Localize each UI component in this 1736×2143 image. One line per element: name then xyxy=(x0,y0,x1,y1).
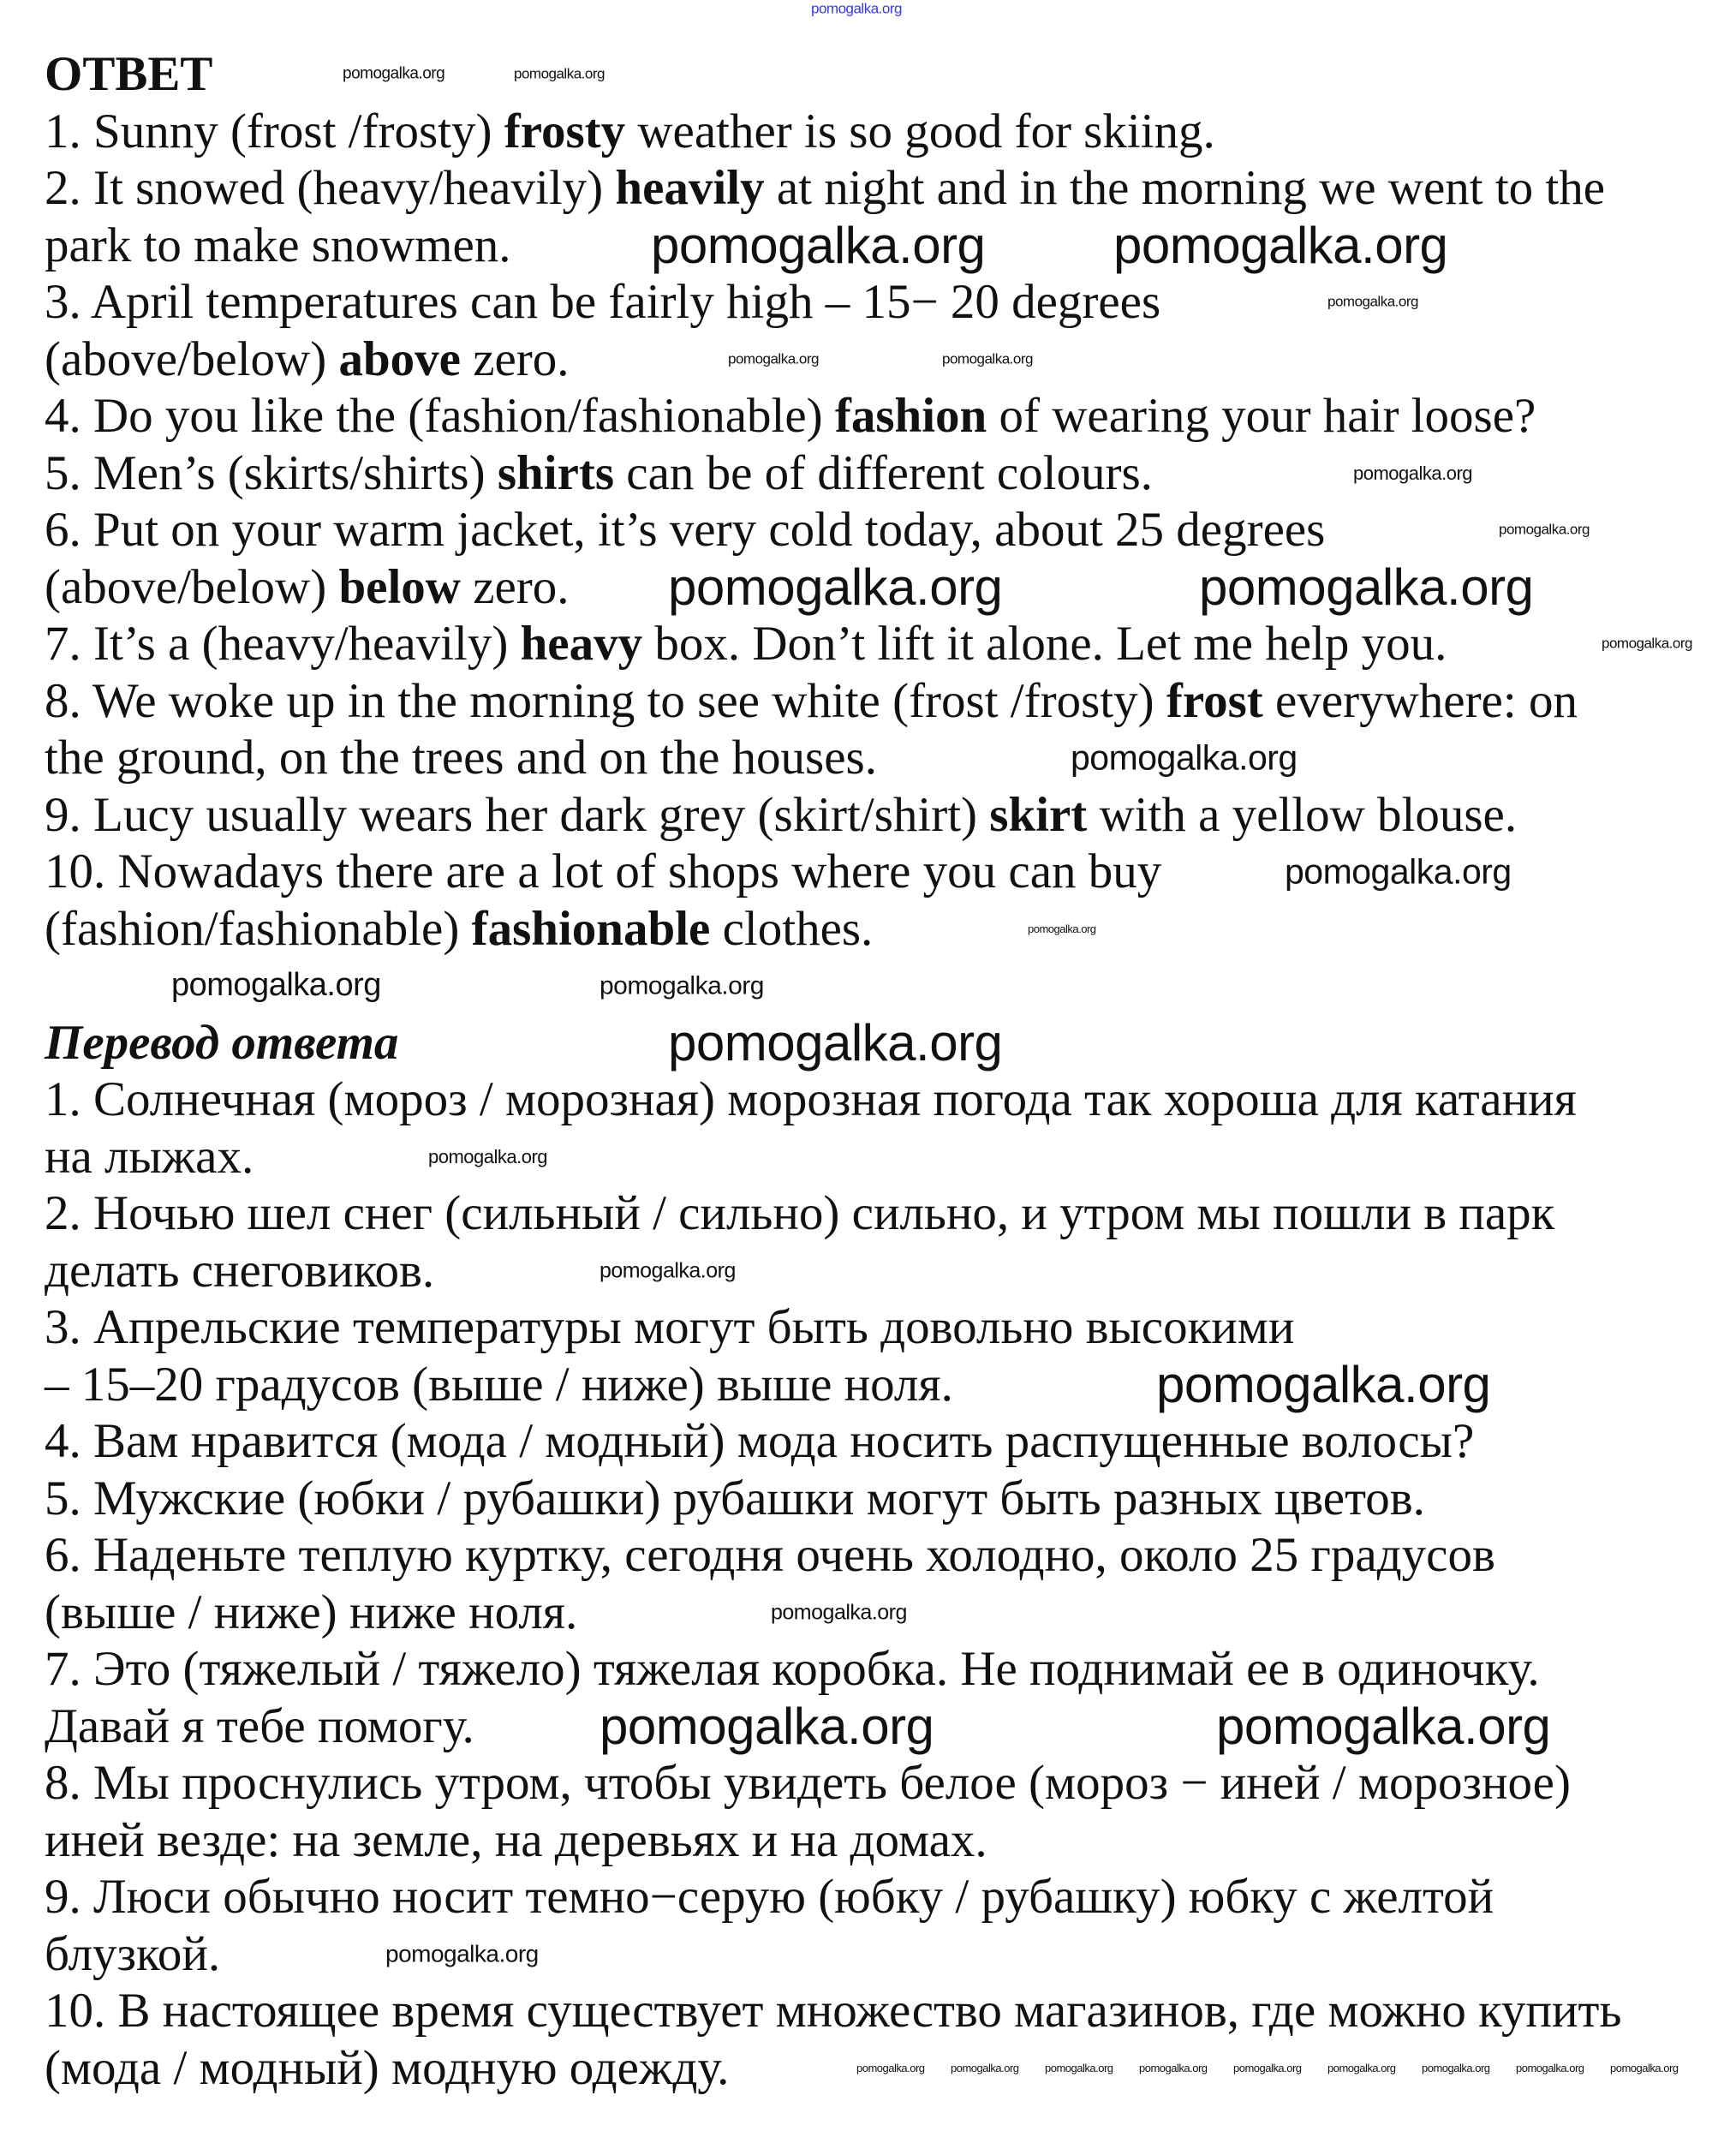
answer-text: park to make snowmen. xyxy=(45,218,511,272)
translation-line: 5. Мужские (юбки / рубашки) рубашки могут быть разных цветов. xyxy=(45,1471,1425,1525)
watermark: pomogalka.org xyxy=(1071,737,1298,778)
translation-line: 2. Ночью шел снег (сильный / сильно) сильно, и утром мы пошли в парк xyxy=(45,1186,1555,1240)
answer-text: zero. xyxy=(460,559,570,614)
answer-text: weather is so good for skiing. xyxy=(625,104,1215,158)
watermark: pomogalka.org xyxy=(1327,293,1418,310)
translation-line: 10. В настоящее время существует множество магазинов, где можно купить xyxy=(45,1984,1622,2038)
watermark: pomogalka.org xyxy=(1422,2061,1490,2074)
answer-text: 2. It snowed (heavy/heavily) xyxy=(45,161,616,215)
answer-text: 3. April temperatures can be fairly high – 15− 20 degrees xyxy=(45,275,1161,329)
translation-line: – 15–20 градусов (выше / ниже) выше ноля. xyxy=(45,1357,953,1412)
answer-text: of wearing your hair loose? xyxy=(987,389,1536,443)
answer-heading: ОТВЕТ xyxy=(45,47,213,101)
answer-text: clothes. xyxy=(710,901,874,956)
answer-text: 7. It’s a (heavy/heavily) xyxy=(45,617,521,671)
watermark: pomogalka.org xyxy=(1113,216,1448,274)
answer-line xyxy=(45,104,1621,161)
answer-line xyxy=(45,787,1621,845)
translation-line: 3. Апрельские температуры могут быть довольно высокими xyxy=(45,1300,1295,1354)
watermark: pomogalka.org xyxy=(600,1257,736,1282)
watermark: pomogalka.org xyxy=(1516,2061,1584,2074)
watermark: pomogalka.org xyxy=(428,1145,548,1167)
translation-line: 9. Люси обычно носит темно−серую (юбку / рубашку) юбку с желтой xyxy=(45,1870,1494,1924)
answer-text: zero. xyxy=(460,331,570,386)
answer-word: skirt xyxy=(989,787,1088,842)
watermark: pomogalka.org xyxy=(651,216,986,274)
answer-line xyxy=(45,331,1621,389)
answer-line xyxy=(45,388,1621,445)
answer-line xyxy=(45,730,1621,787)
answer-text: the ground, on the trees and on the houses. xyxy=(45,731,877,785)
watermark: pomogalka.org xyxy=(600,971,764,1000)
translation-list xyxy=(45,1072,1621,2097)
translation-line: 4. Вам нравится (мода / модный) мода носить распущенные волосы? xyxy=(45,1414,1475,1468)
watermark: pomogalka.org xyxy=(343,64,445,83)
watermark: pomogalka.org xyxy=(514,65,605,82)
answer-word: frost xyxy=(1166,673,1263,728)
watermark: pomogalka.org xyxy=(1610,2061,1679,2074)
watermark: pomogalka.org xyxy=(728,350,819,367)
answer-line xyxy=(45,616,1621,673)
answer-text: (above/below) xyxy=(45,559,339,614)
answer-word: frosty xyxy=(504,104,626,158)
document-body xyxy=(45,46,1621,2097)
translation-line: на лыжах. xyxy=(45,1129,254,1184)
watermark: pomogalka.org xyxy=(1499,521,1590,538)
translation-line: 6. Наденьте теплую куртку, сегодня очень холодно, около 25 градусов xyxy=(45,1528,1495,1582)
translation-heading: Перевод ответа xyxy=(45,1015,399,1070)
watermark: pomogalka.org xyxy=(942,350,1033,367)
answer-text: 8. We woke up in the morning to see white (frost /frosty) xyxy=(45,673,1166,728)
watermark: pomogalka.org xyxy=(668,1013,1003,1072)
answer-text: 6. Put on your warm jacket, it’s very cold today, about 25 degrees xyxy=(45,503,1326,557)
watermark: pomogalka.org xyxy=(1156,1355,1491,1413)
translation-line: 1. Солнечная (мороз / морозная) морозная погода так хороша для катания xyxy=(45,1072,1577,1126)
answer-text: 9. Lucy usually wears her dark grey (skirt/shirt) xyxy=(45,787,990,842)
answer-text: 10. Nowadays there are a lot of shops where you can buy xyxy=(45,845,1162,898)
answer-word: fashionable xyxy=(471,901,711,956)
answer-text: 1. Sunny (frost /frosty) xyxy=(45,104,504,158)
translation-line: 7. Это (тяжелый / тяжело) тяжелая коробка. Не поднимай ее в одиночку. xyxy=(45,1642,1540,1696)
watermark: pomogalka.org xyxy=(1233,2061,1302,2074)
watermark: pomogalka.org xyxy=(385,1940,539,1967)
watermark: pomogalka.org xyxy=(951,2061,1019,2074)
watermark: pomogalka.org xyxy=(1139,2061,1208,2074)
translation-line: 8. Мы проснулись утром, чтобы увидеть белое (мороз − иней / морозное) xyxy=(45,1756,1571,1810)
watermark: pomogalka.org xyxy=(1028,922,1096,935)
translation-line: (выше / ниже) ниже ноля. xyxy=(45,1585,578,1639)
watermark: pomogalka.org xyxy=(1327,2061,1396,2074)
answer-text: 4. Do you like the (fashion/fashionable) xyxy=(45,389,835,443)
answer-text: (above/below) xyxy=(45,331,339,386)
answer-text: can be of different colours. xyxy=(614,445,1153,500)
watermark: pomogalka.org xyxy=(856,2061,925,2074)
watermark: pomogalka.org xyxy=(171,967,381,1004)
answer-line xyxy=(45,502,1621,559)
answer-word: heavily xyxy=(615,161,765,215)
translation-line: (мода / модный) модную одежду. xyxy=(45,2040,730,2095)
translation-line: блузкой. xyxy=(45,1926,221,1981)
answer-word: below xyxy=(338,559,461,614)
watermark: pomogalka.org xyxy=(1602,635,1692,652)
answer-word: fashion xyxy=(834,389,987,443)
watermark: pomogalka.org xyxy=(1045,2061,1113,2074)
watermark: pomogalka.org xyxy=(1285,851,1512,892)
watermark: pomogalka.org xyxy=(1353,462,1473,484)
answer-line xyxy=(45,901,1621,958)
watermark: pomogalka.org xyxy=(668,558,1003,616)
watermark: pomogalka.org xyxy=(1216,1697,1551,1755)
answer-text: at night and in the morning we went to the xyxy=(764,161,1606,215)
answer-text: (fashion/fashionable) xyxy=(45,901,472,956)
watermark: pomogalka.org xyxy=(811,0,902,17)
answer-text: with a yellow blouse. xyxy=(1087,787,1518,842)
translation-line: делать снеговиков. xyxy=(45,1243,435,1298)
watermark: pomogalka.org xyxy=(771,1599,907,1624)
answer-text: box. Don’t lift it alone. Let me help you. xyxy=(642,617,1447,671)
translation-line: Давай я тебе помогу. xyxy=(45,1698,474,1753)
watermark: pomogalka.org xyxy=(1199,558,1534,616)
translation-line: иней везде: на земле, на деревьях и на домах. xyxy=(45,1812,987,1867)
answer-word: heavy xyxy=(520,617,643,671)
watermark: pomogalka.org xyxy=(600,1697,934,1755)
answer-word: shirts xyxy=(497,445,615,500)
answer-text: everywhere: on xyxy=(1262,673,1578,728)
answer-line xyxy=(45,673,1621,731)
answer-text: 5. Men’s (skirts/shirts) xyxy=(45,445,498,500)
answer-line xyxy=(45,160,1621,218)
answer-word: above xyxy=(338,331,461,386)
